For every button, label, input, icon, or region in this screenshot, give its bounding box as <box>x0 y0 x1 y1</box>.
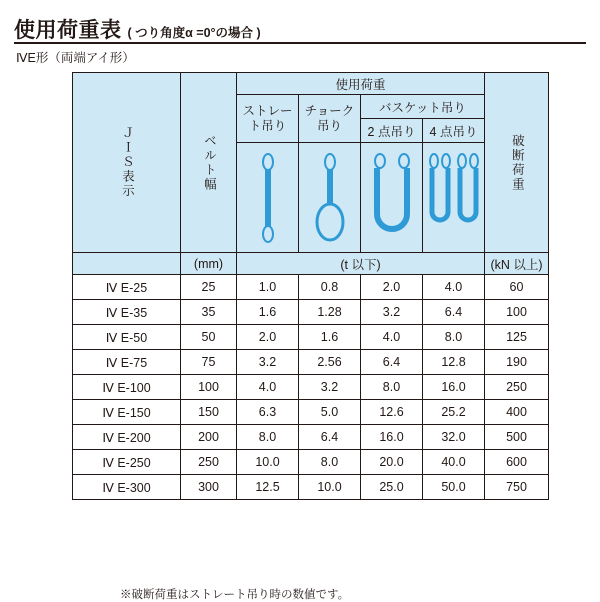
cell-straight: 2.0 <box>237 325 299 350</box>
cell-straight: 4.0 <box>237 375 299 400</box>
cell-basket4: 40.0 <box>423 450 485 475</box>
header-belt-width: ベルト幅 <box>181 73 237 253</box>
cell-break: 400 <box>485 400 549 425</box>
cell-jis: Ⅳ E-75 <box>73 350 181 375</box>
cell-basket4: 8.0 <box>423 325 485 350</box>
header-straight: ストレート吊り <box>237 95 299 143</box>
illustration-basket-4point <box>423 143 485 253</box>
cell-basket4: 6.4 <box>423 300 485 325</box>
cell-choke: 6.4 <box>299 425 361 450</box>
table-row <box>73 325 549 350</box>
table-row <box>73 350 549 375</box>
cell-basket4: 50.0 <box>423 475 485 500</box>
cell-choke: 8.0 <box>299 450 361 475</box>
cell-jis: Ⅳ E-100 <box>73 375 181 400</box>
basket-2point-sling-icon <box>372 152 412 244</box>
cell-choke: 10.0 <box>299 475 361 500</box>
cell-width: 300 <box>181 475 237 500</box>
cell-basket2: 2.0 <box>361 275 423 300</box>
cell-width: 50 <box>181 325 237 350</box>
header-basket: バスケット吊り <box>361 95 485 119</box>
illustration-straight <box>237 143 299 253</box>
cell-straight: 10.0 <box>237 450 299 475</box>
cell-straight: 6.3 <box>237 400 299 425</box>
basket-4point-sling-icon-a <box>429 152 451 244</box>
cell-straight: 1.6 <box>237 300 299 325</box>
cell-basket4: 25.2 <box>423 400 485 425</box>
footnote: ※破断荷重はストレート吊り時の数値です。 <box>120 589 350 601</box>
cell-break: 250 <box>485 375 549 400</box>
cell-straight: 3.2 <box>237 350 299 375</box>
cell-basket2: 3.2 <box>361 300 423 325</box>
cell-width: 100 <box>181 375 237 400</box>
cell-break: 600 <box>485 450 549 475</box>
cell-basket2: 20.0 <box>361 450 423 475</box>
choke-sling-icon <box>313 152 347 244</box>
cell-choke: 1.6 <box>299 325 361 350</box>
table-row <box>73 375 549 400</box>
header-working-load: 使用荷重 <box>237 73 485 95</box>
unit-breaking-load: (kN 以上) <box>485 253 549 275</box>
title-divider <box>14 42 586 44</box>
unit-jis <box>73 253 181 275</box>
basket-4point-sling-icon-b <box>457 152 479 244</box>
cell-jis: Ⅳ E-35 <box>73 300 181 325</box>
cell-basket2: 4.0 <box>361 325 423 350</box>
cell-straight: 8.0 <box>237 425 299 450</box>
table-row <box>73 400 549 425</box>
cell-basket4: 16.0 <box>423 375 485 400</box>
illustration-choke <box>299 143 361 253</box>
header-choke: チョーク吊り <box>299 95 361 143</box>
header-jis: ＪＩＳ表示 <box>73 73 181 253</box>
illustration-basket-2point <box>361 143 423 253</box>
cell-break: 125 <box>485 325 549 350</box>
cell-jis: Ⅳ E-25 <box>73 275 181 300</box>
table-row <box>73 450 549 475</box>
cell-width: 250 <box>181 450 237 475</box>
cell-straight: 1.0 <box>237 275 299 300</box>
cell-basket2: 6.4 <box>361 350 423 375</box>
cell-choke: 1.28 <box>299 300 361 325</box>
table-row <box>73 300 549 325</box>
cell-choke: 5.0 <box>299 400 361 425</box>
cell-break: 100 <box>485 300 549 325</box>
table-subtitle: ⅣE形（両端アイ形） <box>16 51 135 65</box>
cell-jis: Ⅳ E-200 <box>73 425 181 450</box>
cell-basket4: 32.0 <box>423 425 485 450</box>
title-main: 使用荷重表 <box>14 19 122 42</box>
cell-jis: Ⅳ E-250 <box>73 450 181 475</box>
cell-width: 150 <box>181 400 237 425</box>
table-row <box>73 425 549 450</box>
unit-working-load: (t 以下) <box>237 253 485 275</box>
cell-basket2: 8.0 <box>361 375 423 400</box>
cell-width: 75 <box>181 350 237 375</box>
table-row <box>73 475 549 500</box>
cell-jis: Ⅳ E-50 <box>73 325 181 350</box>
cell-jis: Ⅳ E-150 <box>73 400 181 425</box>
cell-basket4: 12.8 <box>423 350 485 375</box>
cell-basket2: 25.0 <box>361 475 423 500</box>
load-capacity-table <box>72 72 549 500</box>
cell-width: 200 <box>181 425 237 450</box>
title-sub: ( つり角度α =0°の場合 ) <box>127 26 261 40</box>
cell-width: 35 <box>181 300 237 325</box>
cell-break: 750 <box>485 475 549 500</box>
cell-choke: 0.8 <box>299 275 361 300</box>
cell-basket4: 4.0 <box>423 275 485 300</box>
header-basket-4point: 4 点吊り <box>423 119 485 143</box>
cell-basket2: 16.0 <box>361 425 423 450</box>
straight-sling-icon <box>255 152 281 244</box>
cell-break: 190 <box>485 350 549 375</box>
table-unit-row <box>73 253 549 275</box>
unit-belt-width: (mm) <box>181 253 237 275</box>
header-basket-2point: 2 点吊り <box>361 119 423 143</box>
cell-choke: 3.2 <box>299 375 361 400</box>
cell-jis: Ⅳ E-300 <box>73 475 181 500</box>
cell-choke: 2.56 <box>299 350 361 375</box>
header-breaking-load: 破断荷重 <box>485 73 549 253</box>
table-row <box>73 275 549 300</box>
table-header-row-group <box>73 73 549 95</box>
cell-straight: 12.5 <box>237 475 299 500</box>
cell-basket2: 12.6 <box>361 400 423 425</box>
page-title <box>14 14 261 44</box>
cell-break: 500 <box>485 425 549 450</box>
cell-break: 60 <box>485 275 549 300</box>
cell-width: 25 <box>181 275 237 300</box>
